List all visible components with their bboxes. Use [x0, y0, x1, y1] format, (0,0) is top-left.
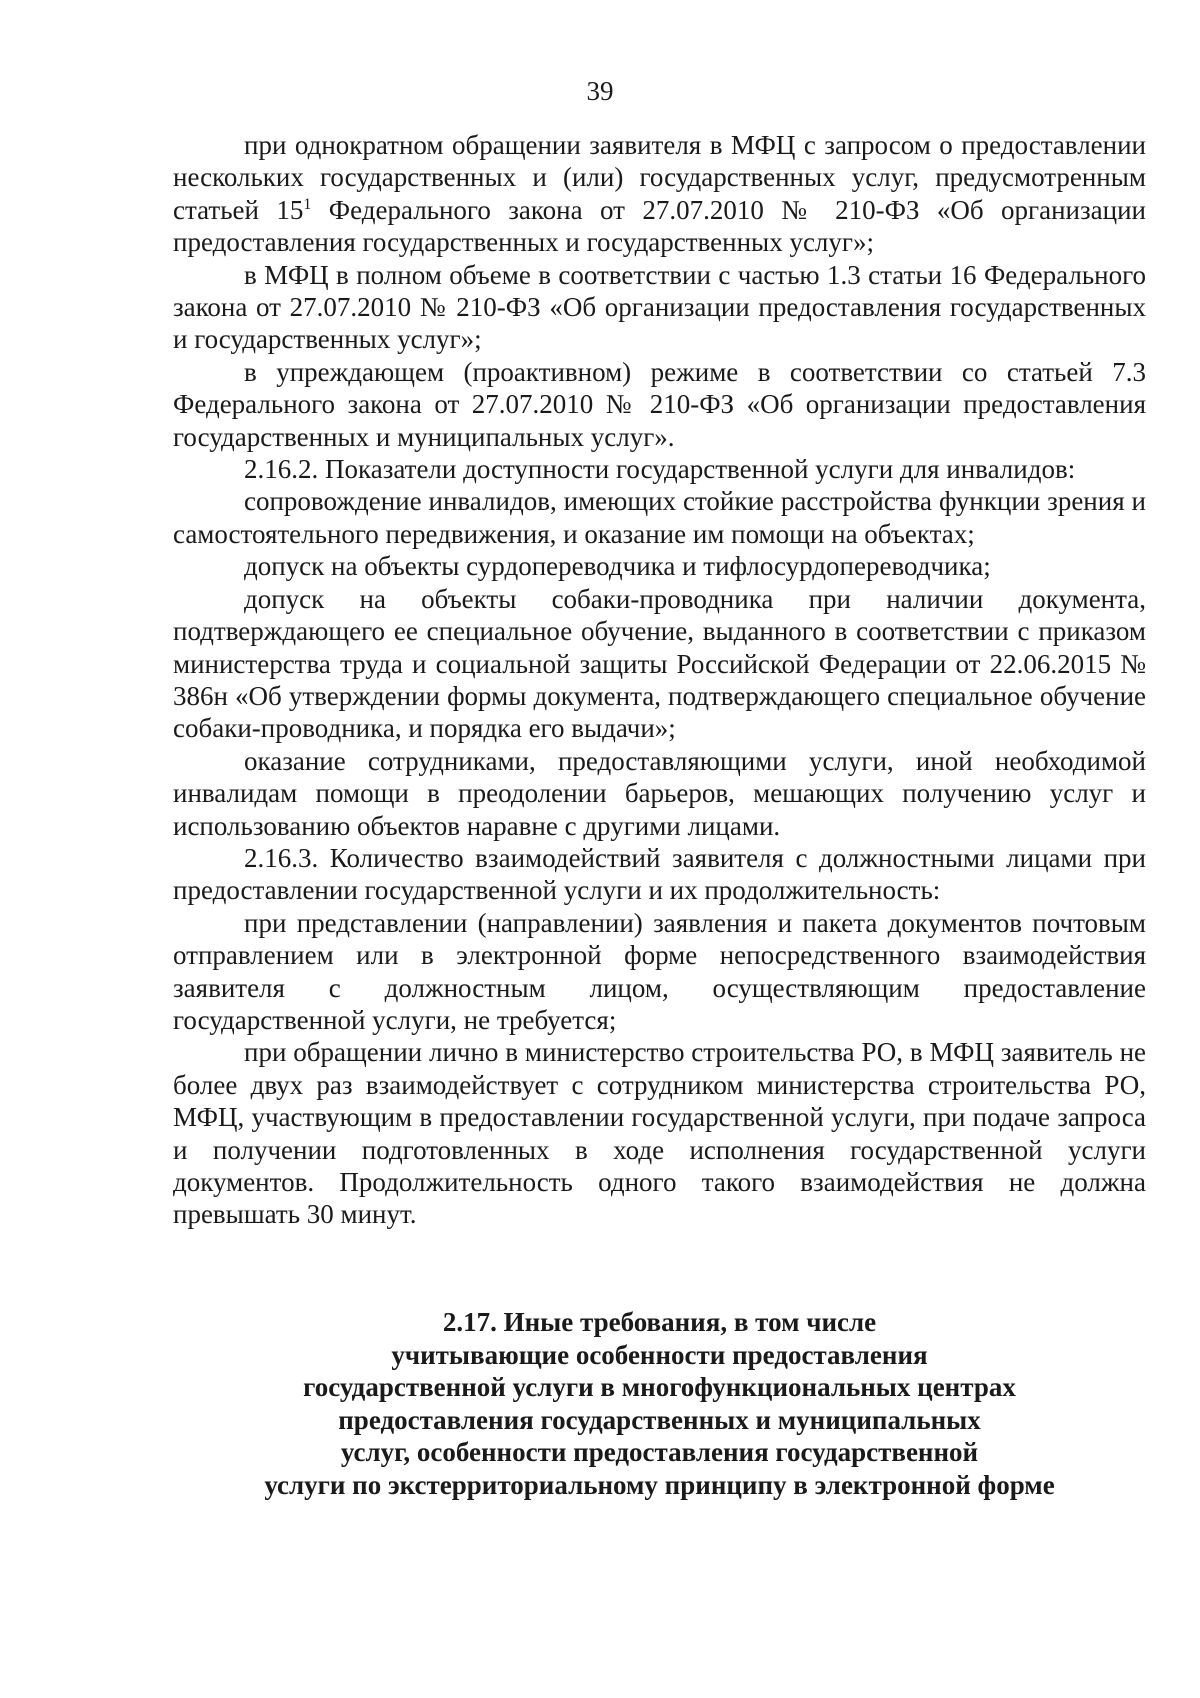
- paragraph-escort-disabled: сопровождение инвалидов, имеющих стойкие расстройства функции зрения и самостоятельного передвижения, и оказание им помощи на объектах;: [173, 486, 1146, 549]
- footnote-superscript: 1: [303, 195, 312, 213]
- paragraph-sign-interpreter: допуск на объекты сурдопереводчика и тифлосурдопереводчика;: [244, 551, 991, 582]
- paragraph-staff-assistance: оказание сотрудниками, предоставляющими услуги, иной необходимой инвалидам помощи в преодолении барьеров, мешающих получению услуг и использованию объектов наравне с другими лицами.: [173, 745, 1146, 841]
- paragraph-accessibility-indicators: 2.16.2. Показатели доступности государственной услуги для инвалидов:: [244, 454, 1076, 485]
- paragraph-single-request-text-cont: Федерального закона от 27.07.2010 № 210-ФЗ «Об организации предоставления государственных и государственных услуг»;: [173, 194, 1146, 258]
- paragraph-guide-dog: допуск на объекты собаки-проводника при наличии документа, подтверждающего ее специальное обучение, выданного в соответствии с приказом министерства труда и социальной защиты Российской Федерации от 22.06.2015 № 386н «Об утверждении формы документа, подтверждающего специальное обучение собаки-проводника, и порядка его выдачи»;: [173, 583, 1146, 744]
- paragraph-interaction-count: 2.16.3. Количество взаимодействий заявителя с должностными лицами при предоставлении государственной услуги и их продолжительность:: [173, 842, 1146, 906]
- heading-line: услуг, особенности предоставления государственной: [340, 1437, 979, 1468]
- paragraph-single-request: [173, 129, 1146, 259]
- heading-line: услуги по экстерриториальному принципу в электронной форме: [264, 1469, 1055, 1500]
- document-body: [173, 129, 1146, 1231]
- paragraph-full-volume: в МФЦ в полном объеме в соответствии с частью 1.3 статьи 16 Федерального закона от 27.07.2010 № 210-ФЗ «Об организации предоставления государственных и государственных услуг»;: [173, 259, 1146, 355]
- paragraph-postal-submission: при представлении (направлении) заявления и пакета документов почтовым отправлением или в электронной форме непосредственного взаимодействия заявителя с должностным лицом, осуществляющим предоставление государственной услуги, не требуется;: [173, 907, 1146, 1035]
- paragraph-proactive-mode: в упреждающем (проактивном) режиме в соответствии со статьей 7.3 Федерального закона от 27.07.2010 № 210-ФЗ «Об организации предоставления государственных и муниципальных услуг».: [173, 356, 1146, 452]
- heading-line: предоставления государственных и муниципальных: [338, 1404, 981, 1435]
- section-heading-2-17: [173, 1306, 1146, 1502]
- heading-line: 2.17. Иные требования, в том числе: [442, 1307, 877, 1337]
- heading-line: государственной услуги в многофункциональных центрах: [303, 1372, 1016, 1403]
- paragraph-single-request-text: при однократном обращении заявителя в МФЦ с запросом о предоставлении нескольких государственных и (или) государственных услуг, предусмотренным статьей 15: [173, 130, 1146, 225]
- paragraph-personal-visit: при обращении лично в министерство строительства РО, в МФЦ заявитель не более двух раз взаимодействует с сотрудником министерства строительства РО, МФЦ, участвующим в предоставлении государственной услуги, при подаче запроса и получении подготовленных в ходе исполнения государственной услуги документов. Продолжительность одного такого взаимодействия не должна превышать 30 минут.: [173, 1037, 1146, 1230]
- page-number: 39: [586, 76, 614, 106]
- heading-line: учитывающие особенности предоставления: [391, 1339, 928, 1370]
